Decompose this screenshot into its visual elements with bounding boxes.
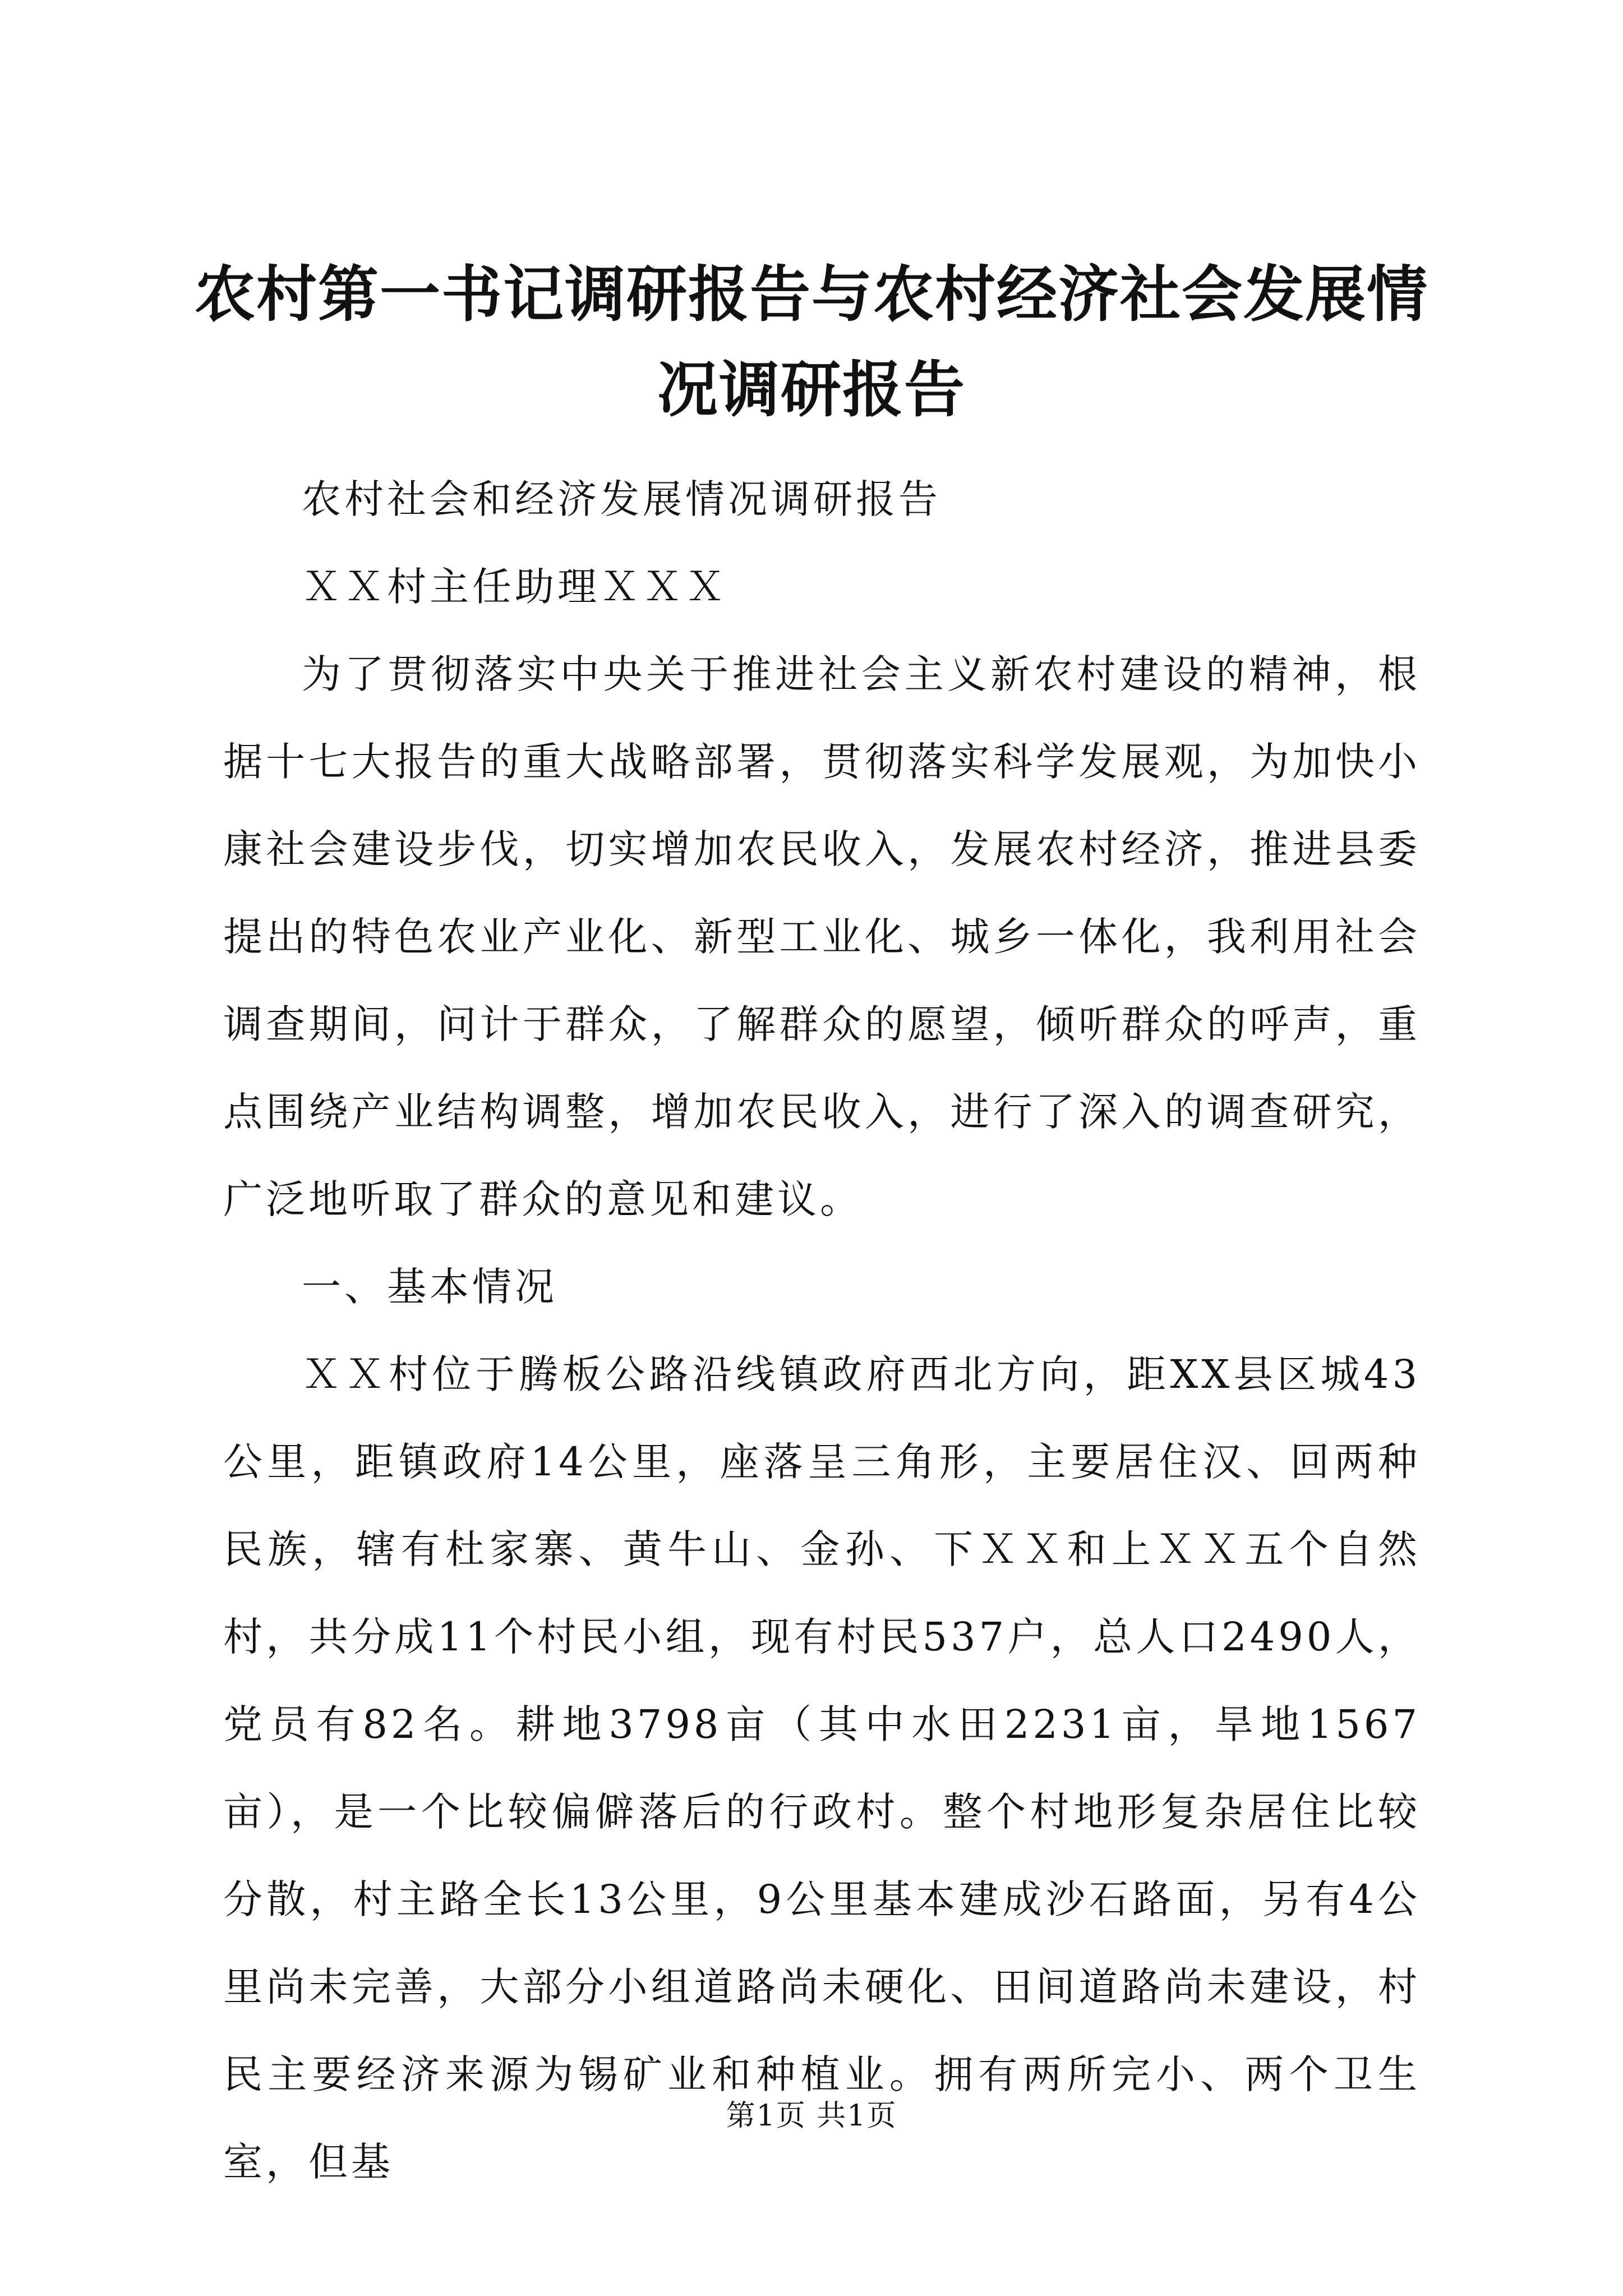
report-subtitle: 农村社会和经济发展情况调研报告 — [302, 476, 941, 522]
section-heading: 一、基本情况 — [302, 1264, 557, 1310]
basic-situation-paragraph: ＸＸ村位于腾板公路沿线镇政府西北方向，距XX县区城43公里，距镇政府14公里，座落呈三角形，主要居住汉、回两种民族，辖有杜家寨、黄牛山、金孙、下ＸＸ和上ＸＸ五个自然村，共分成11个村民小组，现有村民537户，总人口2490人，党员有82名。耕地3798亩（其中水田2231亩，旱地1567亩），是一个比较偏僻落后的行政村。整个村地形复杂居住比较分散，村主路全长13公里，9公里基本建成沙石路面，另有4公里尚未完善，大部分小组道路尚未硬化、田间道路尚未建设，村民主要经济来源为锡矿业和种植业。拥有两所完小、两个卫生室，但基 — [223, 1351, 1421, 2185]
author-line: ＸＸ村主任助理ＸＸＸ — [302, 564, 728, 610]
page-footer: 第1页 共1页 — [726, 2099, 897, 2133]
document-body — [223, 455, 1421, 2206]
document-title: 农村第一书记调研报告与农村经济社会发展情况调研报告 — [194, 259, 1428, 425]
intro-paragraph: 为了贯彻落实中央关于推进社会主义新农村建设的精神，根据十七大报告的重大战略部署，贯彻落实科学发展观，为加快小康社会建设步伐，切实增加农民收入，发展农村经济，推进县委提出的特色农业产业化、新型工业化、城乡一体化，我利用社会调查期间，问计于群众，了解群众的愿望，倾听群众的呼声，重点围绕产业结构调整，增加农民收入，进行了深入的调查研究，广泛地听取了群众的意见和建议。 — [223, 651, 1421, 1222]
